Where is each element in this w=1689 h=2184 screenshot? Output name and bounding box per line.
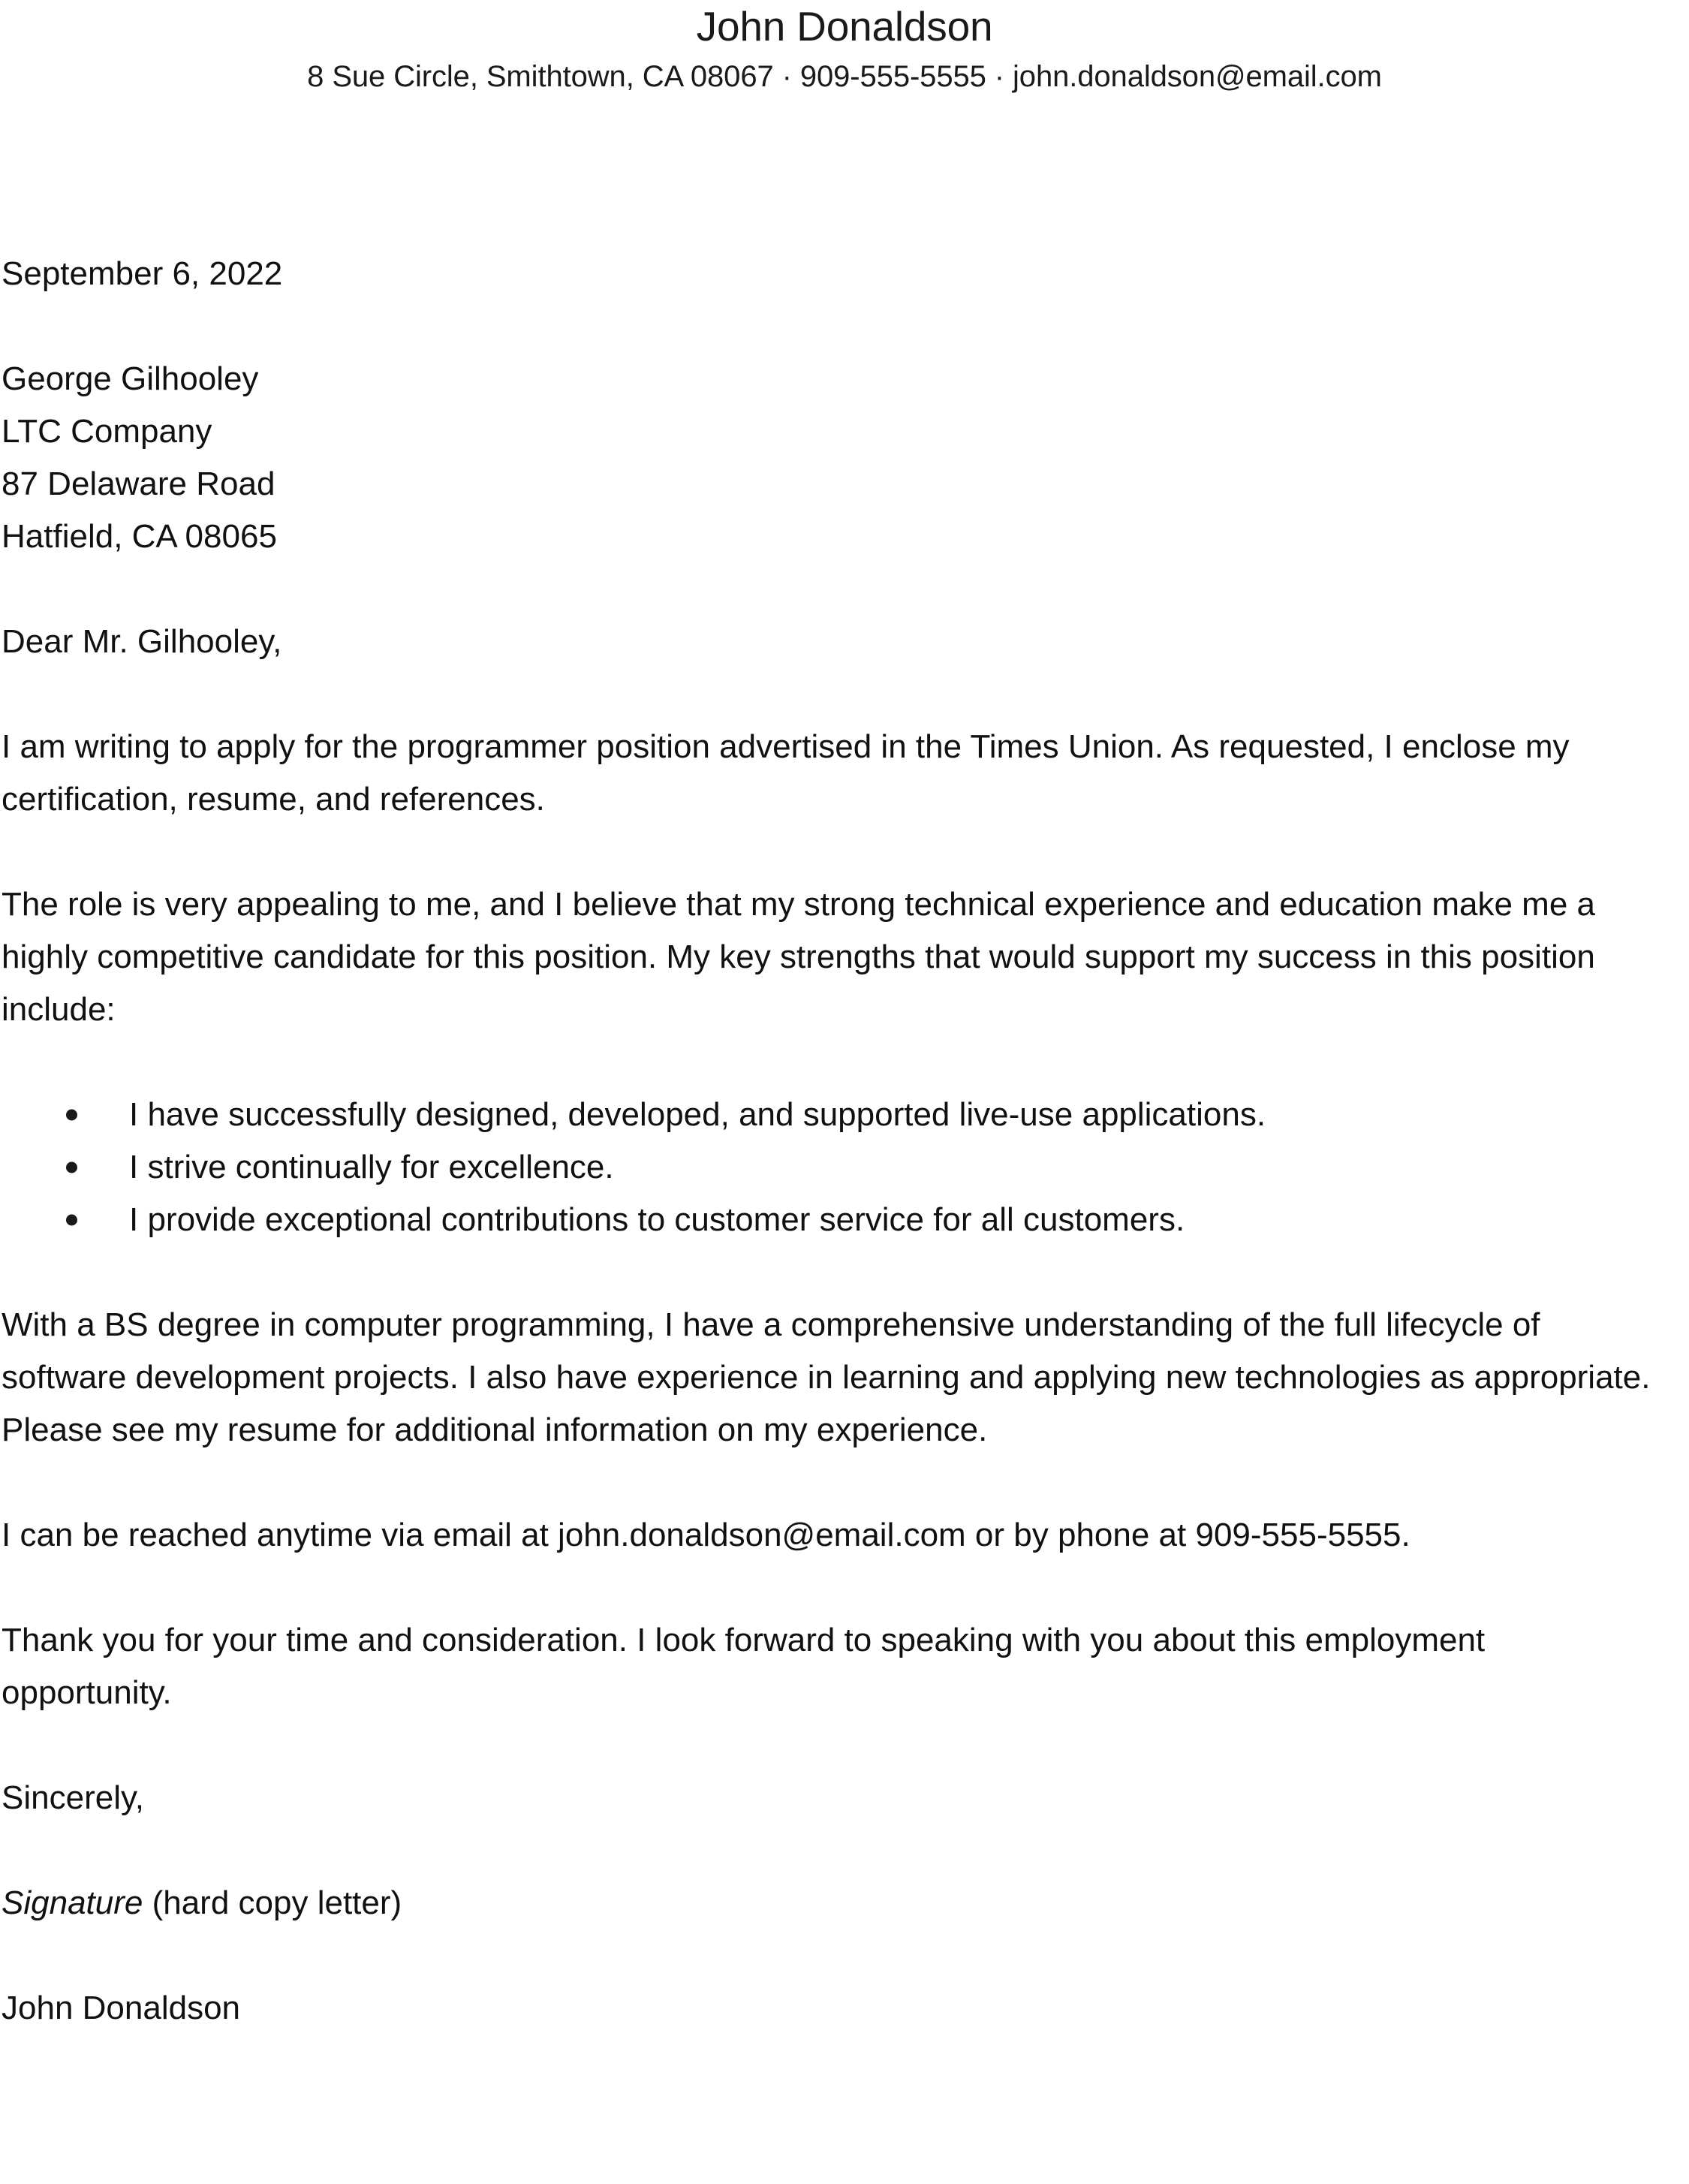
body-paragraph-4: I can be reached anytime via email at john.donaldson@email.com or by phone at 909-555-5555. — [2, 1517, 1411, 1553]
signature-note-emphasis: Signature — [2, 1884, 143, 1921]
letterhead — [0, 0, 1689, 96]
list-item-label: I provide exceptional contributions to customer service for all customers. — [129, 1201, 1185, 1238]
closing: Sincerely, — [2, 1779, 144, 1816]
body-paragraph-5: Thank you for your time and consideration. I look forward to speaking with you about this employment opportunity. — [2, 1622, 1486, 1711]
list-item-label: I have successfully designed, developed, and supported live-use applications. — [129, 1096, 1266, 1133]
spacer — [2, 668, 1664, 721]
list-item — [2, 1089, 1664, 1141]
signature-note — [2, 1877, 1664, 1929]
spacer — [2, 1824, 1664, 1877]
recipient-address-block — [2, 353, 1664, 563]
spacer — [2, 563, 1664, 616]
bullet-dot-icon — [66, 1162, 77, 1173]
spacer — [2, 1457, 1664, 1509]
spacer — [2, 1562, 1664, 1614]
spacer — [2, 1036, 1664, 1089]
signer-name: John Donaldson — [2, 1990, 241, 2026]
letter-date: September 6, 2022 — [2, 255, 283, 292]
recipient-name: George Gilhooley — [2, 360, 259, 397]
recipient-street: 87 Delaware Road — [2, 465, 275, 502]
letterhead-contact-line: 8 Sue Circle, Smithtown, CA 08067 · 909-555-5555 · john.donaldson@email.com — [307, 60, 1382, 93]
body-paragraph-3: With a BS degree in computer programming, I have a comprehensive understanding of the full lifecycle of software development projects. I also have experience in learning and applying new technologies as appropriate. Please see my resume for additional information on my experience. — [2, 1306, 1651, 1448]
spacer — [2, 1246, 1664, 1299]
spacer — [2, 1719, 1664, 1772]
bullet-dot-icon — [66, 1110, 77, 1121]
signature-note-detail: (hard copy letter) — [143, 1884, 402, 1921]
list-item — [2, 1141, 1664, 1194]
letterhead-name: John Donaldson — [696, 3, 993, 50]
spacer — [2, 1929, 1664, 1982]
list-item — [2, 1194, 1664, 1246]
recipient-city-state-zip: Hatfield, CA 08065 — [2, 518, 277, 555]
recipient-company: LTC Company — [2, 413, 212, 450]
strengths-list — [2, 1089, 1664, 1246]
spacer — [2, 826, 1664, 878]
salutation: Dear Mr. Gilhooley, — [2, 623, 282, 660]
bullet-dot-icon — [66, 1215, 77, 1226]
spacer — [2, 300, 1664, 353]
list-item-label: I strive continually for excellence. — [129, 1149, 614, 1185]
body-paragraph-2: The role is very appealing to me, and I believe that my strong technical experience and education make me a highly competitive candidate for this position. My key strengths that would support my success in this position include: — [2, 886, 1595, 1028]
letter-content — [2, 248, 1664, 2035]
body-paragraph-1: I am writing to apply for the programmer position advertised in the Times Union. As requested, I enclose my certification, resume, and references. — [2, 728, 1570, 818]
